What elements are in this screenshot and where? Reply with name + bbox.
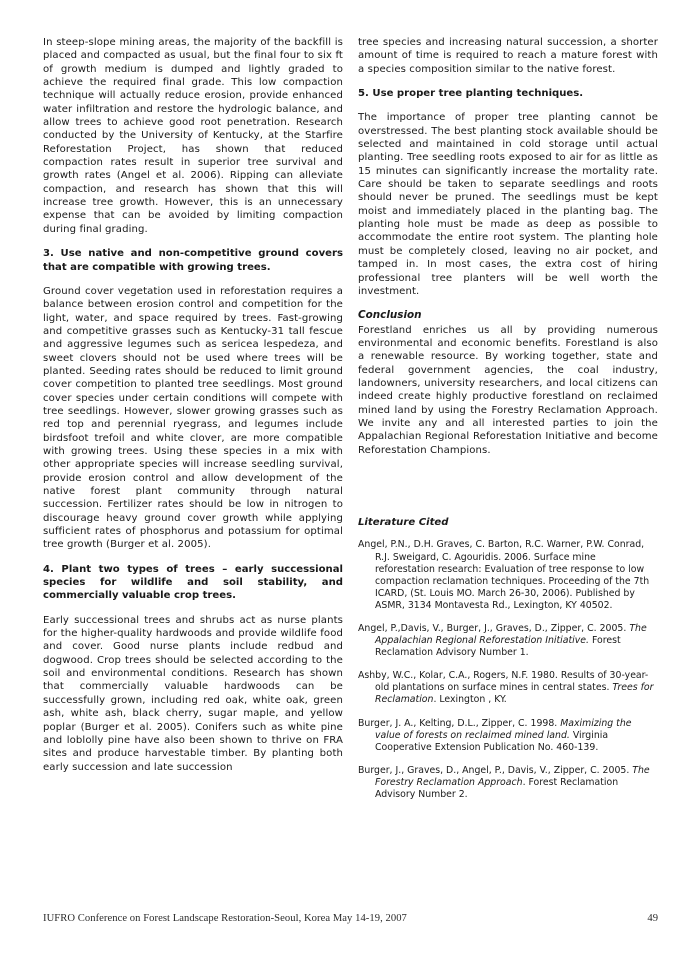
heading-section-5: 5. Use proper tree planting techniques. [358,88,584,100]
paragraph-conclusion: Forestland enriches us all by providing numerous environmental and economic benefits. Forestland is also a renewable resource. By working together, state and federal government agencies, the coal industry, landowners, university researchers, and local citizens can indeed create highly productive forestland on reclaimed mined land by using the Forestry Reclamation Approach. We invite any and all interested parties to join the Appalachian Regional Reforestation Initiative and become Reforestation Champions. [358,324,658,456]
paragraph-tree-types: Early successional trees and shrubs act as nurse plants for the higher-quality hardwoods and provide wildlife food and cover. Good nurse plants include redbud and dogwood. Crop trees should be selected according to the soil and environmental conditions. Research has shown that commercially valuable hardwoods can be successfully grown, including red oak, white oak, green ash, white ash, black cherry, sugar maple, and yellow poplar (Burger et al. 2005). Conifers such as white pine and loblolly pine have also been shown to thrive on FRA sites and produce harvestable timber. By planting both early succession and late succession [43,614,343,773]
reference-title-italic: Maximizing the value of forests on reclaimed mined land. [375,717,632,741]
reference-list [358,539,658,801]
reference-item: Angel, P.N., D.H. Graves, C. Barton, R.C. Warner, P.W. Conrad, R.J. Sweigard, C. Agouridis. 2006. Surface mine reforestation research: Evaluation of tree response to low compaction reclamation techniques. Proceeding of the 7th ICARD, (St. Louis MO. March 26-30, 2006). Published by ASMR, 3134 Montavesta Rd., Lexington, KY 40502. [358,539,650,611]
two-column-body [43,36,658,891]
paragraph-planting-techniques: The importance of proper tree planting cannot be overstressed. The best planting stock available should be selected and maintained in cold storage until actual planting. Tree seedling roots exposed to air for as little as 15 minutes can significantly increase the mortality rate. Care should be taken to separate seedlings and roots should never be pruned. The seedlings must be kept moist and immediately placed in the planting bag. The planting hole must be made as deep as possible to accommodate the entire root system. The planting hole must be completely closed, leaving no air pocket, and tamped in. In most cases, the extra cost of hiring professional tree planters will be well worth the investment. [358,112,658,297]
paragraph-low-compaction: In steep-slope mining areas, the majority of the backfill is placed and compacted as usual, but the final four to six ft of growth medium is dumped and lightly graded to achieve the required final grade. This low compaction technique will actually reduce erosion, provide enhanced water infiltration and restore the hydrologic balance, and allow trees to achieve good root penetration. Research conducted by the University of Kentucky, at the Starfire Reforestation Project, has shown that reduced compaction rates result in superior tree survival and growth rates (Angel et al. 2006). Ripping can alleviate compaction, and research has shown that this will increase tree growth. However, this is an unnecessary expense that can be avoided by limiting compaction during final grading. [43,37,343,235]
reference-item: Burger, J., Graves, D., Angel, P., Davis, V., Zipper, C. 2005. The Forestry Reclamation Approach. Forest Reclamation Advisory Number 2. [358,764,650,801]
paragraph-ground-cover: Ground cover vegetation used in reforestation requires a balance between erosion control and competition for the light, water, and space required by trees. Fast-growing and competitive grasses such as Kentucky-31 tall fescue and aggressive legumes such as sericea lespedeza, and sweet clovers should not be used where trees will be planted. Seeding rates should be reduced to limit ground cover competition to planted tree seedlings. Most ground cover species under certain conditions will compete with tree seedlings. However, slower growing grasses such as red top and perennial ryegrass, and legumes include birdsfoot trefoil and white clover, are more compatible with growing trees. Using these species in a mix with other appropriate species will increase seedling survival, provide erosion control and allow development of the native forest plant community through natural succession. Fertilizer rates should be low in nitrogen to discourage heavy ground cover growth while applying sufficient rates of phosphorus and potassium for optimal tree growth (Burger et al. 2005). [43,285,343,551]
reference-title-italic: The Forestry Reclamation Approach [375,764,650,788]
reference-item: Ashby, W.C., Kolar, C.A., Rogers, N.F. 1980. Results of 30-year-old plantations on surface mines in central states. Trees for Reclamation. Lexington , KY. [358,670,654,706]
footer-conference-text: IUFRO Conference on Forest Landscape Restoration-Seoul, Korea May 14-19, 2007 [43,913,407,924]
left-column [43,36,343,891]
section-spacer [358,468,658,516]
heading-literature-cited: Literature Cited [358,517,449,529]
right-column [358,36,658,891]
reference-title-italic: The Appalachian Regional Reforestation Initiative. [375,623,647,647]
heading-conclusion: Conclusion [358,309,422,322]
footer-page-number: 49 [647,913,658,924]
heading-section-3: 3. Use native and non-competitive ground covers that are compatible with growing trees. [43,248,343,273]
reference-title-italic: Trees for Reclamation [375,682,654,706]
heading-section-4: 4. Plant two types of trees – early successional species for wildlife and soil stability, and commercially valuable crop trees. [43,563,343,602]
reference-item: Angel, P.,Davis, V., Burger, J., Graves, D., Zipper, C. 2005. The Appalachian Regional Reforestation Initiative. Forest Reclamation Advisory Number 1. [358,623,647,659]
reference-item: Burger, J. A., Kelting, D.L., Zipper, C. 1998. Maximizing the value of forests on reclaimed mined land. Virginia Cooperative Extension Publication No. 460-139. [358,717,632,753]
paragraph-succession-continued: tree species and increasing natural succession, a shorter amount of time is required to reach a mature forest with a species composition similar to the native forest. [358,37,658,75]
page-footer [43,913,658,924]
